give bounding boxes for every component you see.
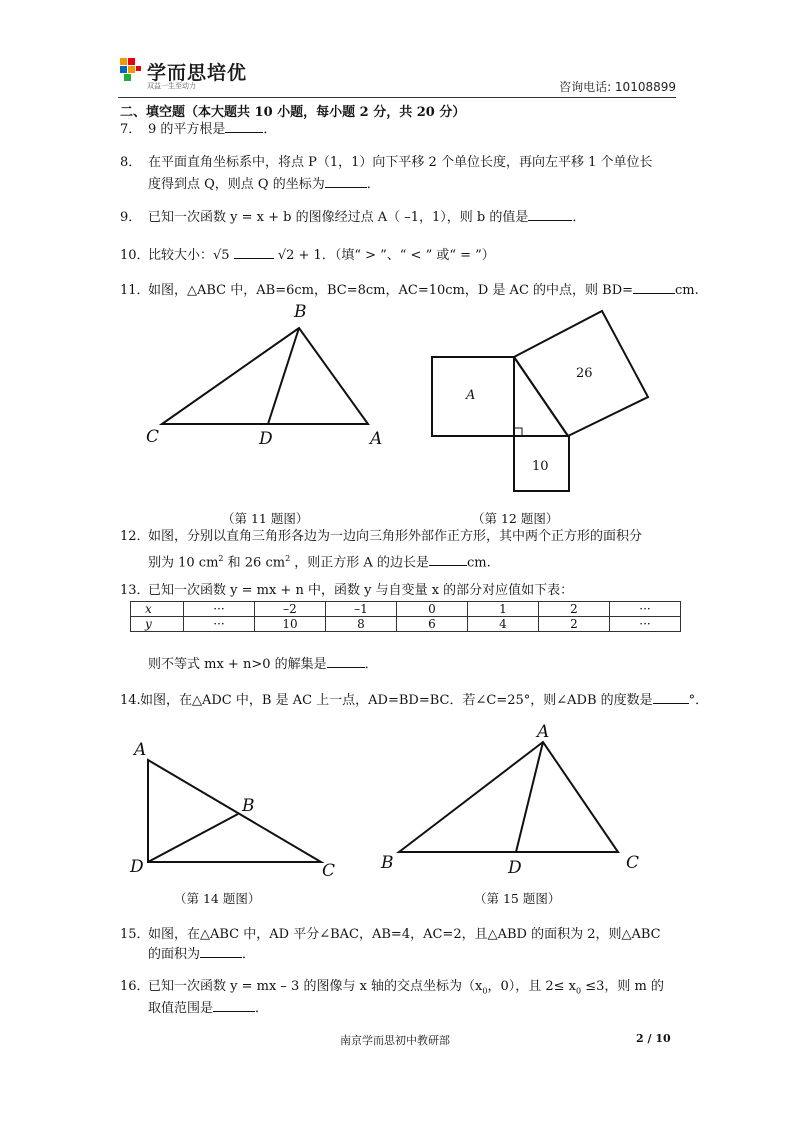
question-text: 如图，分别以直角三角形各边为一边向三角形外部作正方形，其中两个正方形的面积分 <box>148 529 643 544</box>
table-row <box>131 602 681 617</box>
question-text: 已知一次函数 y = mx + n 中，函数 y 与自变量 x 的部分对应值如下表： <box>148 583 574 598</box>
question-end: ． <box>263 122 277 137</box>
answer-blank <box>653 690 689 704</box>
question-8-line2 <box>148 174 380 196</box>
question-end: ． <box>364 657 378 672</box>
table-cell: ··· <box>184 602 255 617</box>
page-number: 2 / 10 <box>636 1032 671 1045</box>
question-text: 别为 10 cm <box>148 555 219 571</box>
question-12-line2 <box>148 548 491 574</box>
question-end: °． <box>688 693 709 708</box>
question-text: 和 26 cm <box>223 555 286 571</box>
answer-blank <box>327 654 365 668</box>
table-header: x <box>131 602 184 617</box>
footer-org: 南京学而思初中教研部 <box>340 1034 450 1047</box>
question-end: cm. <box>675 283 699 298</box>
logo-slogan: 双益一生至动力 <box>147 82 196 90</box>
question-number: 11． <box>120 283 150 298</box>
question-text: 则不等式 mx + n>0 的解集是 <box>148 657 327 672</box>
question-text: 在平面直角坐标系中，将点 P（1，1）向下平移 2 个单位长度，再向左平移 1 个单位长 <box>148 155 653 170</box>
question-7 <box>120 119 276 141</box>
square-10 <box>514 436 569 491</box>
triangle-abc <box>162 328 368 424</box>
answer-blank <box>213 998 255 1012</box>
table-header: y <box>131 617 184 632</box>
answer-blank <box>234 245 274 259</box>
square-label-10: 10 <box>532 459 549 474</box>
question-text: 9 的平方根是 <box>148 122 226 137</box>
subscript: 0 <box>482 986 488 996</box>
question-15-line2 <box>148 944 255 966</box>
subscript: 0 <box>576 986 582 996</box>
question-text: 如图，△ABC 中，AB=6cm，BC=8cm，AC=10cm，D 是 AC 的中点，则 BD= <box>148 283 634 298</box>
bisector-ad <box>516 742 543 852</box>
figure-12-caption: （第 12 题图） <box>472 511 559 526</box>
vertex-label-c: C <box>626 853 640 873</box>
figure-15-caption: （第 15 题图） <box>474 891 561 906</box>
question-13 <box>120 580 573 602</box>
question-number: 12． <box>120 529 150 544</box>
answer-blank <box>429 552 467 566</box>
answer-blank <box>325 174 367 188</box>
table-cell: 8 <box>326 617 397 632</box>
question-number: 13． <box>120 583 150 598</box>
question-text: 如图，在△ADC 中，B 是 AC 上一点，AD=BD=BC．若∠C=25°，则∠ADB 的度数是 <box>140 693 653 708</box>
answer-blank <box>633 280 675 294</box>
question-16-line2 <box>148 998 268 1020</box>
question-14 <box>120 690 708 712</box>
table-row <box>131 617 681 632</box>
square-label-26: 26 <box>576 366 593 381</box>
median-bd <box>268 328 299 424</box>
question-number: 8． <box>120 155 142 170</box>
table-cell: –2 <box>255 602 326 617</box>
question-9 <box>120 207 585 229</box>
table-cell: 10 <box>255 617 326 632</box>
vertex-label-d: D <box>130 857 144 877</box>
table-cell: –1 <box>326 602 397 617</box>
question-number: 10． <box>120 248 150 263</box>
table-cell: 6 <box>397 617 468 632</box>
question-text: 度得到点 Q，则点 Q 的坐标为 <box>148 177 325 192</box>
right-angle-mark <box>514 428 522 436</box>
question-end: ． <box>366 177 380 192</box>
question-end: ． <box>572 210 586 225</box>
question-number: 14. <box>120 693 141 708</box>
table-cell: 2 <box>539 602 610 617</box>
vertex-label-a: A <box>537 722 550 742</box>
vertex-label-b: B <box>381 853 394 873</box>
question-number: 7． <box>120 122 142 137</box>
vertex-label-a: A <box>134 740 147 760</box>
section-title: 二、填空题（本大题共 10 小题，每小题 2 分，共 20 分） <box>120 105 466 120</box>
hotline: 咨询电话: 10108899 <box>559 80 676 94</box>
question-13-after <box>148 654 378 676</box>
superscript: 2 <box>285 554 291 563</box>
question-number: 16． <box>120 979 150 994</box>
question-end: cm. <box>466 555 491 571</box>
answer-blank <box>528 207 572 221</box>
table-cell: 4 <box>468 617 539 632</box>
square-a <box>432 357 514 436</box>
question-text: ≤3，则 m 的 <box>581 979 664 994</box>
table-cell: 1 <box>468 602 539 617</box>
question-8 <box>120 152 653 174</box>
square-26 <box>514 311 648 436</box>
logo-mark-icon <box>118 56 144 90</box>
vertex-label-d: D <box>508 858 522 878</box>
vertex-label-b: B <box>242 796 255 816</box>
table-cell: 2 <box>539 617 610 632</box>
triangle-adc <box>148 760 321 862</box>
table-cell: ··· <box>610 617 681 632</box>
table-cell: ··· <box>610 602 681 617</box>
superscript: 2 <box>218 554 224 563</box>
question-text: 已知一次函数 y = mx – 3 的图像与 x 轴的交点坐标为（x <box>148 979 483 994</box>
question-text: 如图，在△ABC 中，AD 平分∠BAC，AB=4，AC=2，且△ABD 的面积为 2，则△ABC <box>148 927 661 942</box>
question-text: ，则正方形 A 的边长是 <box>290 555 429 571</box>
answer-blank <box>200 944 242 958</box>
question-number: 9． <box>120 210 142 225</box>
hypotenuse <box>514 357 568 436</box>
table-cell: ··· <box>184 617 255 632</box>
value-table <box>130 601 681 632</box>
question-11 <box>120 280 699 302</box>
figure-14-caption: （第 14 题图） <box>174 891 261 906</box>
question-12 <box>120 526 642 548</box>
vertex-label-b: B <box>294 302 307 322</box>
vertex-label-c: C <box>146 427 160 447</box>
vertex-label-a: A <box>370 429 383 449</box>
question-15 <box>120 924 661 946</box>
question-end: ． <box>255 1001 269 1016</box>
question-text-2: √2 + 1．（填“ > ”、“ < ” 或“ = ”） <box>277 248 495 263</box>
vertex-label-c: C <box>322 861 336 881</box>
figure-11-caption: （第 11 题图） <box>222 511 309 526</box>
square-label-a: A <box>466 388 476 403</box>
table-cell: 0 <box>397 602 468 617</box>
question-text: 取值范围是 <box>148 1001 214 1016</box>
triangle-abc-15 <box>399 742 618 852</box>
question-text: 比较大小：√5 <box>148 248 230 263</box>
question-text: 的面积为 <box>148 947 201 962</box>
segment-db <box>148 814 238 862</box>
logo-text: 学而思培优 <box>147 62 248 84</box>
question-end: ． <box>242 947 256 962</box>
vertex-label-d: D <box>259 429 273 449</box>
question-text: ，0），且 2≤ x <box>487 979 577 994</box>
question-text: 已知一次函数 y = x + b 的图像经过点 A（ –1，1），则 b 的值是 <box>148 210 529 225</box>
answer-blank <box>225 119 263 133</box>
header-divider <box>118 97 676 98</box>
question-number: 15． <box>120 927 150 942</box>
question-10 <box>120 245 495 267</box>
